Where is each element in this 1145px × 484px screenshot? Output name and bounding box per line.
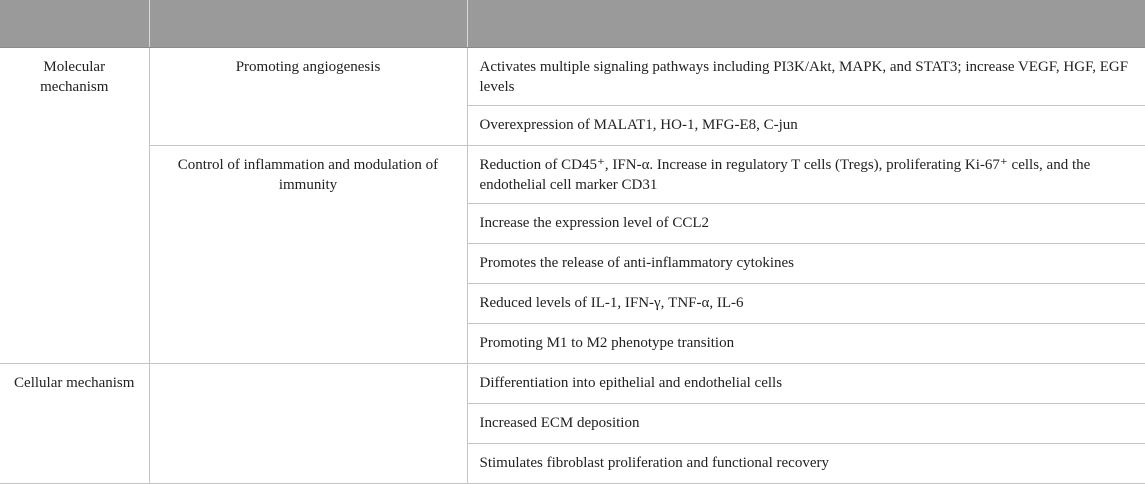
detail-cell: Promoting M1 to M2 phenotype transition [467, 324, 1145, 364]
table-row [0, 48, 1145, 106]
header-cell-category [0, 0, 149, 48]
detail-cell: Reduction of CD45⁺, IFN-α. Increase in regulatory T cells (Tregs), proliferating Ki-67⁺ cells, and the endothelial cell marker CD31 [467, 146, 1145, 204]
table-header [0, 0, 1145, 48]
detail-cell: Reduced levels of IL-1, IFN-γ, TNF-α, IL-6 [467, 284, 1145, 324]
table-body [0, 48, 1145, 484]
category-cell-molecular: Molecular mechanism [0, 48, 149, 364]
detail-cell: Overexpression of MALAT1, HO-1, MFG-E8, C-jun [467, 106, 1145, 146]
detail-cell: Increased ECM deposition [467, 404, 1145, 444]
detail-cell: Activates multiple signaling pathways including PI3K/Akt, MAPK, and STAT3; increase VEGF, HGF, EGF levels [467, 48, 1145, 106]
table-row [0, 364, 1145, 404]
header-row [0, 0, 1145, 48]
subgroup-cell-inflammation: Control of inflammation and modulation of immunity [149, 146, 467, 364]
header-cell-details [467, 0, 1145, 48]
category-cell-cellular: Cellular mechanism [0, 364, 149, 484]
detail-cell: Promotes the release of anti-inflammatory cytokines [467, 244, 1145, 284]
detail-cell: Increase the expression level of CCL2 [467, 204, 1145, 244]
detail-cell: Stimulates fibroblast proliferation and functional recovery [467, 444, 1145, 484]
subgroup-cell-angiogenesis: Promoting angiogenesis [149, 48, 467, 146]
subgroup-cell-empty [149, 364, 467, 484]
header-cell-subgroup [149, 0, 467, 48]
detail-cell: Differentiation into epithelial and endothelial cells [467, 364, 1145, 404]
table-row [0, 146, 1145, 204]
